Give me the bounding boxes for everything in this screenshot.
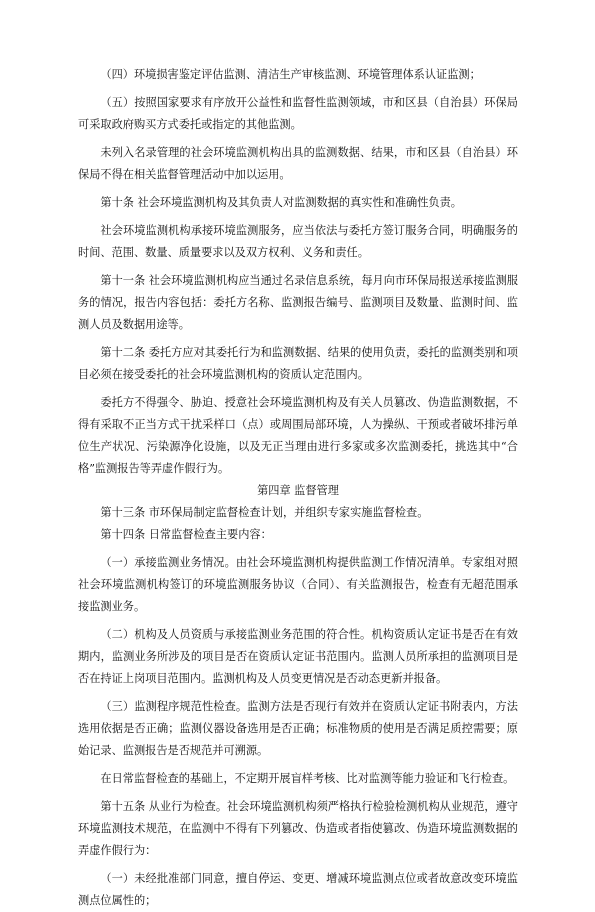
article-11: 第十一条 社会环境监测机构应当通过名录信息系统，每月向市环保局报送承接监测服务的情况，报告内容包括：委托方名称、监测报告编号、监测项目及数量、监测时间、监测人员及数据用途等。 [78,274,518,331]
article-10: 第十条 社会环境监测机构及其负责人对监测数据的真实性和准确性负责。 [100,196,462,209]
article-10-contract: 社会环境监测机构承接环境监测服务，应当依法与委托方签订服务合同，明确服务的时间、范围、数量、质量要求以及双方权利、义务和责任。 [78,224,518,259]
article-14-item-1: （一）承接监测业务情况。由社会环境监测机构提供监测工作情况清单。专家组对照社会环境监测机构签订的环境监测服务协议（合同）、有关监测报告，检查有无超范围承接监测业务。 [78,556,518,613]
article-14: 第十四条 日常监督检查主要内容： [100,528,272,541]
paragraph-item-5: （五）按照国家要求有序放开公益性和监督性监测领域，市和区县（自治县）环保局可采取政府购买方式委托或指定的其他监测。 [78,96,518,131]
article-14-item-3: （三）监测程序规范性检查。监测方法是否现行有效并在资质认定证书附表内，方法选用依据是否正确；监测仪器设备选用是否正确；标准物质的使用是否满足质控需要；原始记录、监测报告是否规范并可溯源。 [78,700,518,757]
article-12: 第十二条 委托方应对其委托行为和监测数据、结果的使用负责，委托的监测类别和项目必须在接受委托的社会环境监测机构的资质认定范围内。 [78,346,518,381]
article-15: 第十五条 从业行为检查。社会环境监测机构须严格执行检验检测机构从业规范，遵守环境监测技术规范，在监测中不得有下列篡改、伪造或者指使篡改、伪造环境监测数据的弄虚作假行为： [78,800,518,857]
document-body [78,64,518,912]
article-15-item-1: （一）未经批准部门同意，擅自停运、变更、增减环境监测点位或者故意改变环境监测点位属性的； [78,872,518,907]
chapter-title: 第四章 监督管理 [257,484,339,497]
article-13: 第十三条 市环保局制定监督检查计划，并组织专家实施监督检查。 [100,506,429,519]
paragraph-item-4: （四）环境损害鉴定评估监测、清洁生产审核监测、环境管理体系认证监测； [100,68,481,81]
article-12-prohibitions: 委托方不得强令、胁迫、授意社会环境监测机构及有关人员篡改、伪造监测数据，不得有采取不正当方式干扰采样口（点）或周围局部环境，人为操纵、干预或者破坏排污单位生产状况、污染源净化设施，以及无正当理由进行多家或多次监测委托，挑选其中“合格”监测报告等弄虚作假行为。 [78,396,518,475]
article-14-item-2: （二）机构及人员资质与承接监测业务范围的符合性。机构资质认定证书是否在有效期内，监测业务所涉及的项目是否在资质认定证书范围内。监测人员所承担的监测项目是否在持证上岗项目范围内。监测机构及人员变更情况是否动态更新并报备。 [78,628,518,685]
article-14-supplement: 在日常监督检查的基础上，不定期开展盲样考核、比对监测等能力验证和飞行检查。 [100,772,515,785]
paragraph-unlisted-data: 未列入名录管理的社会环境监测机构出具的监测数据、结果，市和区县（自治县）环保局不得在相关监督管理活动中加以运用。 [78,146,518,181]
